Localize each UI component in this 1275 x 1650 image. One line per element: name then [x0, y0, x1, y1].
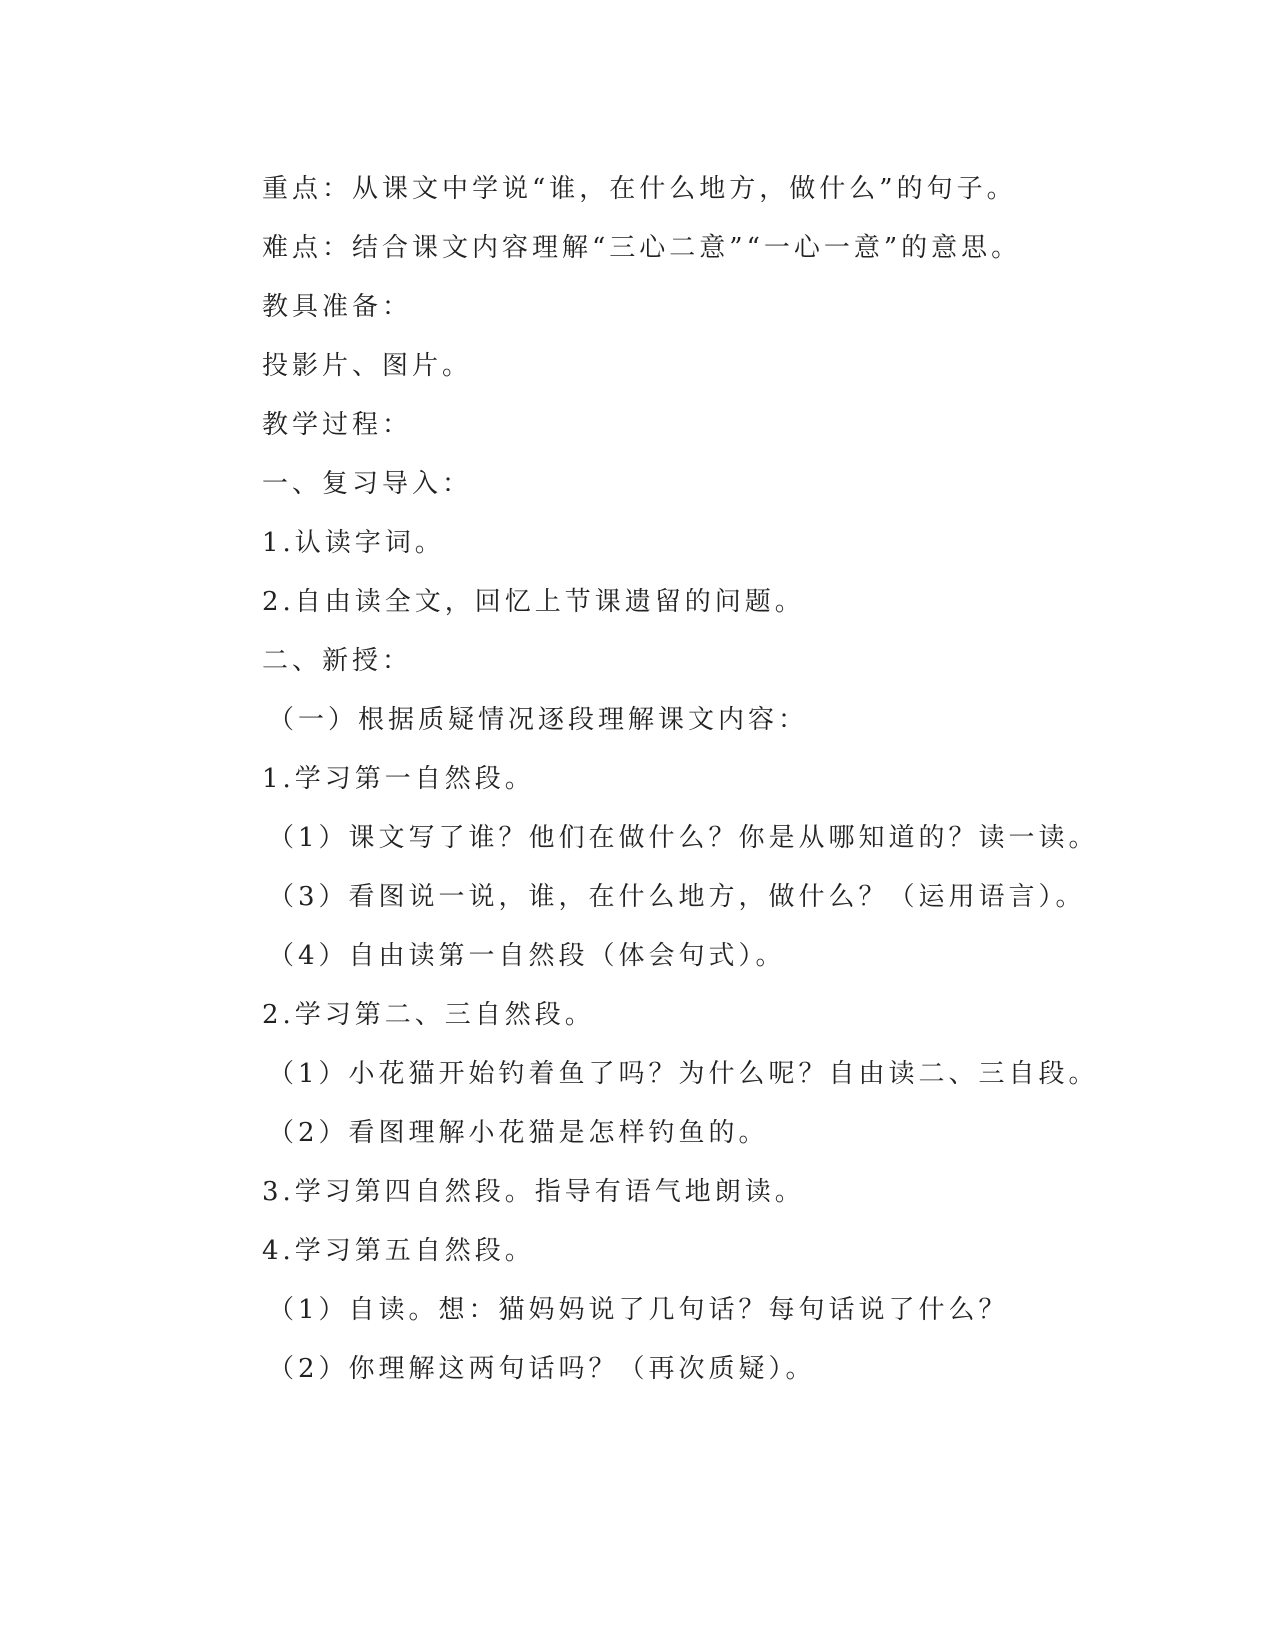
list-item: （1）小花猫开始钓着鱼了吗？为什么呢？自由读二、三自段。 — [268, 1059, 1099, 1089]
list-item: （1）课文写了谁？他们在做什么？你是从哪知道的？读一读。 — [268, 823, 1099, 853]
list-item: （3）看图说一说，谁，在什么地方，做什么？（运用语言）。 — [268, 882, 1086, 912]
teaching-aids-text: 投影片、图片。 — [262, 351, 473, 381]
key-point-line: 重点：从课文中学说“谁，在什么地方，做什么”的句子。 — [262, 174, 1017, 204]
subsection-heading: （一）根据质疑情况逐段理解课文内容： — [268, 705, 809, 735]
list-item: 2.学习第二、三自然段。 — [262, 1000, 595, 1030]
list-item: （4）自由读第一自然段（体会句式）。 — [268, 941, 786, 971]
list-item: 1.学习第一自然段。 — [262, 764, 535, 794]
list-item: 4.学习第五自然段。 — [262, 1236, 535, 1266]
list-item: （2）你理解这两句话吗？（再次质疑）。 — [268, 1354, 816, 1384]
list-item: 1.认读字词。 — [262, 528, 445, 558]
list-item: 3.学习第四自然段。指导有语气地朗读。 — [262, 1177, 805, 1207]
section-review-heading: 一、复习导入： — [262, 469, 473, 499]
teaching-process-heading: 教学过程： — [262, 410, 413, 440]
teaching-aids-heading: 教具准备： — [262, 292, 413, 322]
section-new-lesson-heading: 二、新授： — [262, 646, 413, 676]
difficulty-line: 难点：结合课文内容理解“三心二意”“一心一意”的意思。 — [262, 233, 1022, 263]
list-item: 2.自由读全文，回忆上节课遗留的问题。 — [262, 587, 805, 617]
list-item: （1）自读。想：猫妈妈说了几句话？每句话说了什么？ — [268, 1295, 1009, 1325]
list-item: （2）看图理解小花猫是怎样钓鱼的。 — [268, 1118, 769, 1148]
